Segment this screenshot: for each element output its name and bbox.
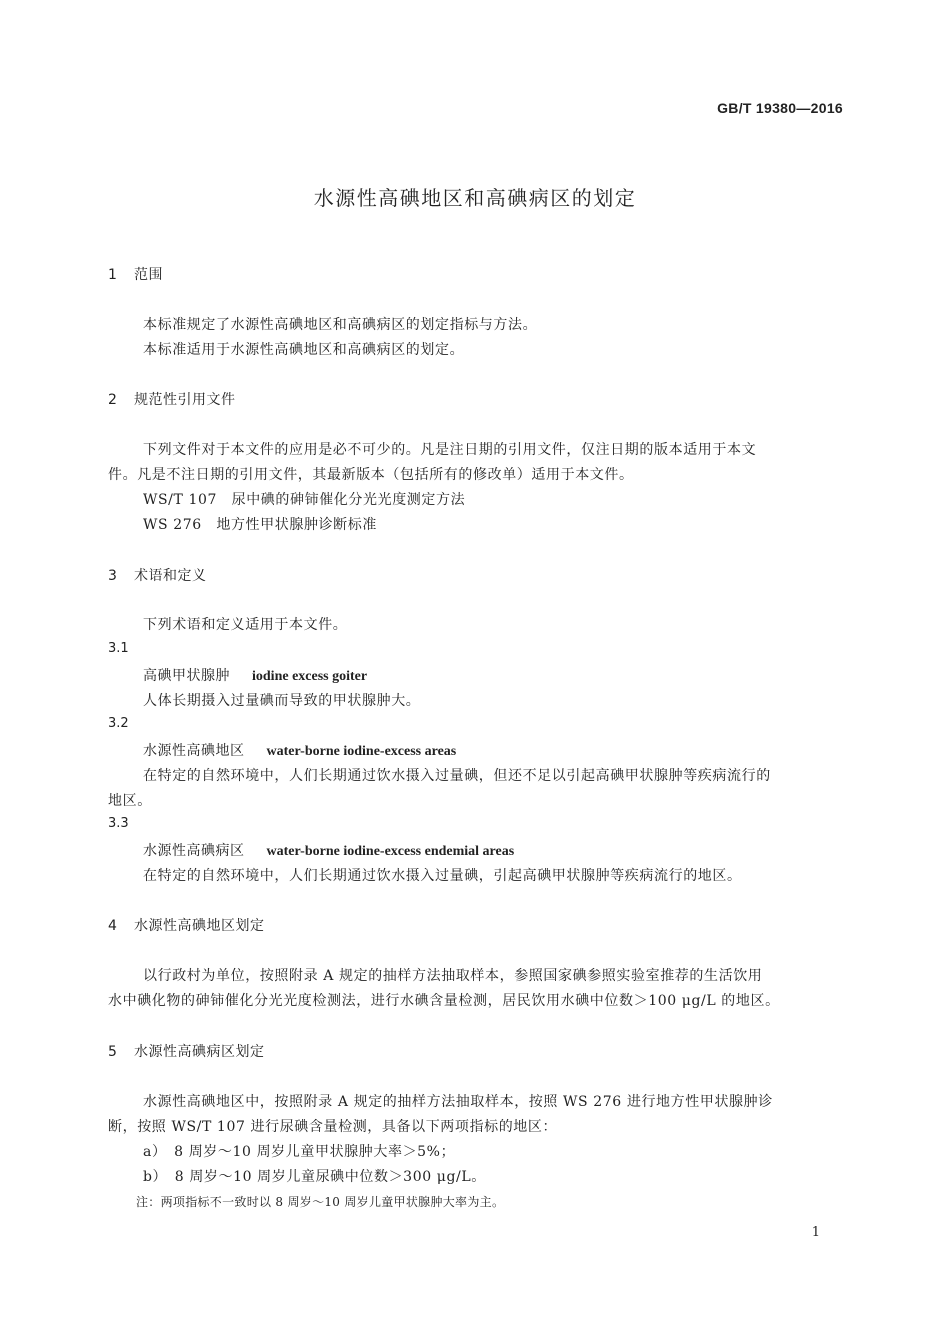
standard-number: GB/T 19380—2016 — [717, 100, 843, 116]
list-item-b: b） 8 周岁～10 周岁儿童尿碘中位数＞300 μg/L。 — [143, 1169, 486, 1185]
term-english: water-borne iodine-excess areas — [266, 744, 457, 759]
paragraph-continued: 件。凡是不注日期的引用文件，其最新版本（包括所有的修改单）适用于本文件。 — [108, 467, 634, 483]
term-english: water-borne iodine-excess endemial areas — [266, 844, 515, 859]
section-title: 规范性引用文件 — [134, 392, 236, 408]
paragraph: 水源性高碘地区中，按照附录 A 规定的抽样方法抽取样本，按照 WS 276 进行地方性甲状腺肿诊 — [143, 1094, 773, 1110]
term-english: iodine excess goiter — [252, 669, 368, 684]
term-definition: 在特定的自然环境中，人们长期通过饮水摄入过量碘，引起高碘甲状腺肿等疾病流行的地区。 — [143, 868, 742, 884]
section-3-heading — [108, 565, 207, 585]
page-number: 1 — [811, 1225, 820, 1240]
section-4-heading — [108, 915, 265, 935]
section-number: 5 — [108, 1044, 118, 1060]
normative-reference: WS/T 107 尿中碘的砷铈催化分光光度测定方法 — [143, 492, 466, 508]
normative-reference: WS 276 地方性甲状腺肿诊断标准 — [143, 517, 377, 533]
section-number: 1 — [108, 267, 118, 283]
term-number: 3.1 — [108, 641, 129, 656]
paragraph: 下列文件对于本文件的应用是必不可少的。凡是注日期的引用文件，仅注日期的版本适用于本文 — [143, 442, 757, 458]
term-number: 3.2 — [108, 716, 129, 731]
term-number: 3.3 — [108, 816, 129, 831]
term-chinese: 水源性高碘病区 — [143, 843, 245, 859]
paragraph: 本标准适用于水源性高碘地区和高碘病区的划定。 — [143, 342, 465, 358]
section-title: 术语和定义 — [134, 568, 207, 584]
term-entry — [143, 840, 514, 860]
paragraph: 本标准规定了水源性高碘地区和高碘病区的划定指标与方法。 — [143, 317, 538, 333]
paragraph-continued: 断，按照 WS/T 107 进行尿碘含量检测，具备以下两项指标的地区： — [108, 1119, 558, 1135]
section-2-heading — [108, 389, 236, 409]
note: 注：两项指标不一致时以 8 周岁～10 周岁儿童甲状腺肿大率为主。 — [136, 1195, 505, 1209]
term-entry — [143, 665, 367, 685]
section-title: 水源性高碘地区划定 — [134, 918, 265, 934]
term-definition: 在特定的自然环境中，人们长期通过饮水摄入过量碘，但还不足以引起高碘甲状腺肿等疾病流行的 — [143, 768, 771, 784]
section-number: 4 — [108, 918, 118, 934]
section-number: 2 — [108, 392, 118, 408]
term-chinese: 水源性高碘地区 — [143, 743, 245, 759]
term-definition: 人体长期摄入过量碘而导致的甲状腺肿大。 — [143, 693, 421, 709]
section-title: 水源性高碘病区划定 — [134, 1044, 265, 1060]
section-1-heading — [108, 264, 163, 284]
paragraph-continued: 水中碘化物的砷铈催化分光光度检测法，进行水碘含量检测，居民饮用水碘中位数＞100 μg/L 的地区。 — [108, 993, 780, 1009]
term-entry — [143, 740, 456, 760]
section-title: 范围 — [134, 267, 163, 283]
list-item-a: a） 8 周岁～10 周岁儿童甲状腺肿大率＞5%； — [143, 1144, 456, 1160]
document-title: 水源性高碘地区和高碘病区的划定 — [313, 186, 637, 210]
section-number: 3 — [108, 568, 118, 584]
paragraph: 下列术语和定义适用于本文件。 — [143, 617, 348, 633]
section-5-heading — [108, 1041, 265, 1061]
term-chinese: 高碘甲状腺肿 — [143, 668, 230, 684]
paragraph: 以行政村为单位，按照附录 A 规定的抽样方法抽取样本，参照国家碘参照实验室推荐的生活饮用 — [143, 968, 763, 984]
term-definition-continued: 地区。 — [108, 793, 152, 809]
